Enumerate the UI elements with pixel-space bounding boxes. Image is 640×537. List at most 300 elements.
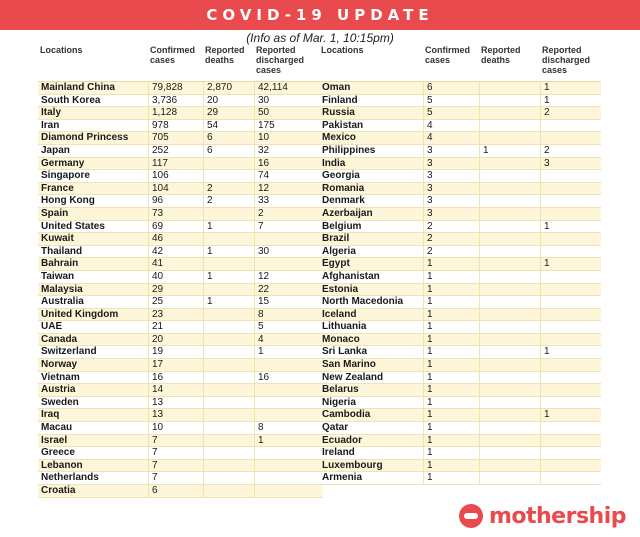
cell-confirmed: 7 xyxy=(148,447,203,459)
cell-confirmed: 1 xyxy=(423,422,479,434)
cell-location: Vietnam xyxy=(41,371,80,383)
cell-location: Switzerland xyxy=(41,346,97,358)
cell-deaths xyxy=(479,460,540,472)
cell-discharged: 1 xyxy=(540,258,601,270)
cell-deaths xyxy=(479,372,540,384)
table-row xyxy=(319,397,601,410)
cell-deaths xyxy=(203,334,254,346)
cell-location: Greece xyxy=(41,447,75,459)
cell-discharged xyxy=(540,208,601,220)
cell-discharged xyxy=(540,384,601,396)
cell-deaths xyxy=(479,208,540,220)
cell-discharged: 1 xyxy=(254,435,323,447)
cell-discharged: 32 xyxy=(254,145,323,157)
cell-location: France xyxy=(41,182,74,194)
cell-discharged xyxy=(540,195,601,207)
cell-location: Nigeria xyxy=(322,396,356,408)
table-body xyxy=(319,82,601,485)
cell-deaths xyxy=(479,170,540,182)
cell-location: United States xyxy=(41,220,105,232)
table-row xyxy=(38,447,323,460)
logo-text: mothership xyxy=(488,503,626,529)
cell-confirmed: 1 xyxy=(423,372,479,384)
cell-deaths xyxy=(203,158,254,170)
cell-confirmed: 13 xyxy=(148,409,203,421)
cell-discharged: 4 xyxy=(254,334,323,346)
cell-discharged xyxy=(540,447,601,459)
cell-discharged: 7 xyxy=(254,221,323,233)
cell-confirmed: 73 xyxy=(148,208,203,220)
cell-location: Mainland China xyxy=(41,82,115,93)
cell-discharged xyxy=(540,422,601,434)
cell-deaths xyxy=(203,435,254,447)
table-body xyxy=(38,82,323,498)
cell-deaths xyxy=(479,334,540,346)
cell-deaths xyxy=(203,472,254,484)
cell-discharged xyxy=(254,409,323,421)
cell-location: UAE xyxy=(41,321,63,333)
cell-confirmed: 106 xyxy=(148,170,203,182)
cell-confirmed: 3 xyxy=(423,195,479,207)
cell-discharged: 1 xyxy=(254,346,323,358)
cell-confirmed: 3 xyxy=(423,170,479,182)
cell-deaths xyxy=(479,271,540,283)
cell-discharged: 3 xyxy=(540,158,601,170)
cell-location: Lithuania xyxy=(322,321,367,333)
cell-deaths xyxy=(203,258,254,270)
cell-discharged xyxy=(254,447,323,459)
cell-deaths xyxy=(479,346,540,358)
cell-deaths xyxy=(479,409,540,421)
cell-deaths xyxy=(479,472,540,484)
table-row xyxy=(319,321,601,334)
table-row xyxy=(319,334,601,347)
table-row xyxy=(319,233,601,246)
cell-location: Qatar xyxy=(322,422,349,434)
cell-deaths xyxy=(479,132,540,144)
cell-confirmed: 117 xyxy=(148,158,203,170)
cell-confirmed: 1 xyxy=(423,472,479,484)
cell-location: India xyxy=(322,157,346,169)
cell-deaths xyxy=(479,321,540,333)
cell-location: Bahrain xyxy=(41,258,79,270)
cell-confirmed: 1 xyxy=(423,359,479,371)
cell-location: Japan xyxy=(41,144,70,156)
cell-confirmed: 19 xyxy=(148,346,203,358)
cell-discharged xyxy=(540,309,601,321)
table-row xyxy=(38,334,323,347)
cell-confirmed: 978 xyxy=(148,120,203,132)
cell-discharged: 1 xyxy=(540,221,601,233)
cell-confirmed: 16 xyxy=(148,372,203,384)
cell-location: Luxembourg xyxy=(322,459,383,471)
cell-discharged xyxy=(254,233,323,245)
table-row xyxy=(38,271,323,284)
table-row xyxy=(38,233,323,246)
cell-deaths xyxy=(203,422,254,434)
table-row xyxy=(319,107,601,120)
cell-discharged: 30 xyxy=(254,246,323,258)
cell-location: Diamond Princess xyxy=(41,132,129,144)
cell-deaths xyxy=(479,246,540,258)
cell-discharged: 1 xyxy=(540,95,601,107)
cell-location: Lebanon xyxy=(41,459,83,471)
header-locations: Locations xyxy=(40,45,83,55)
cell-confirmed: 3 xyxy=(423,145,479,157)
cell-confirmed: 10 xyxy=(148,422,203,434)
cell-discharged: 2 xyxy=(540,107,601,119)
cell-location: Hong Kong xyxy=(41,195,95,207)
cell-location: Iran xyxy=(41,119,60,131)
cell-location: Ecuador xyxy=(322,434,363,446)
cell-confirmed: 7 xyxy=(148,472,203,484)
cell-deaths xyxy=(203,384,254,396)
cell-confirmed: 1 xyxy=(423,321,479,333)
cell-confirmed: 13 xyxy=(148,397,203,409)
cell-deaths xyxy=(479,309,540,321)
cell-discharged: 16 xyxy=(254,372,323,384)
cell-deaths xyxy=(203,460,254,472)
cell-deaths: 1 xyxy=(479,145,540,157)
table-row xyxy=(319,183,601,196)
cell-confirmed: 46 xyxy=(148,233,203,245)
cell-location: Singapore xyxy=(41,170,90,182)
cell-location: Egypt xyxy=(322,258,350,270)
cell-discharged xyxy=(540,246,601,258)
cell-discharged: 175 xyxy=(254,120,323,132)
cell-deaths xyxy=(479,296,540,308)
table-row xyxy=(319,158,601,171)
cell-confirmed: 20 xyxy=(148,334,203,346)
table-row xyxy=(38,195,323,208)
cell-confirmed: 1 xyxy=(423,296,479,308)
cell-discharged xyxy=(540,334,601,346)
cell-discharged xyxy=(540,397,601,409)
table-row xyxy=(38,384,323,397)
cell-confirmed: 3 xyxy=(423,183,479,195)
cell-confirmed: 7 xyxy=(148,435,203,447)
table-row xyxy=(38,221,323,234)
cell-discharged xyxy=(254,359,323,371)
cell-deaths: 6 xyxy=(203,132,254,144)
table-row xyxy=(319,271,601,284)
cell-deaths: 54 xyxy=(203,120,254,132)
cell-location: Austria xyxy=(41,384,76,396)
cell-discharged: 15 xyxy=(254,296,323,308)
cell-confirmed: 4 xyxy=(423,120,479,132)
cell-confirmed: 1 xyxy=(423,384,479,396)
cell-confirmed: 1 xyxy=(423,309,479,321)
cell-confirmed: 1 xyxy=(423,447,479,459)
cell-discharged: 16 xyxy=(254,158,323,170)
table-row xyxy=(38,460,323,473)
cell-confirmed: 1 xyxy=(423,409,479,421)
cell-location: Romania xyxy=(322,182,365,194)
table-row xyxy=(319,296,601,309)
table-row xyxy=(319,208,601,221)
cell-location: San Marino xyxy=(322,359,376,371)
cell-deaths xyxy=(203,208,254,220)
table-row xyxy=(38,246,323,259)
cell-location: Estonia xyxy=(322,283,359,295)
cell-deaths xyxy=(479,183,540,195)
cases-table-right xyxy=(319,45,601,485)
cell-discharged xyxy=(254,485,323,497)
table-row xyxy=(319,170,601,183)
cell-discharged: 33 xyxy=(254,195,323,207)
cell-discharged: 1 xyxy=(540,409,601,421)
cell-location: Brazil xyxy=(322,233,350,245)
cell-deaths xyxy=(479,107,540,119)
cell-confirmed: 705 xyxy=(148,132,203,144)
cell-deaths: 29 xyxy=(203,107,254,119)
cell-discharged: 12 xyxy=(254,271,323,283)
cell-discharged: 74 xyxy=(254,170,323,182)
table-row xyxy=(319,95,601,108)
cell-discharged: 8 xyxy=(254,309,323,321)
cell-deaths: 1 xyxy=(203,271,254,283)
cell-confirmed: 2 xyxy=(423,246,479,258)
table-row xyxy=(319,372,601,385)
header-confirmed: Confirmed cases xyxy=(150,45,195,65)
header-deaths: Reported deaths xyxy=(205,45,245,65)
cell-confirmed: 3,736 xyxy=(148,95,203,107)
cell-location: Finland xyxy=(322,94,358,106)
cell-deaths xyxy=(479,120,540,132)
cell-discharged xyxy=(540,170,601,182)
cell-confirmed: 25 xyxy=(148,296,203,308)
cell-location: Germany xyxy=(41,157,85,169)
cell-location: South Korea xyxy=(41,94,101,106)
cell-confirmed: 5 xyxy=(423,107,479,119)
table-row xyxy=(38,472,323,485)
cell-deaths xyxy=(203,409,254,421)
table-row xyxy=(319,447,601,460)
table-row xyxy=(38,145,323,158)
table-row xyxy=(319,359,601,372)
page-title: COVID-19 UPDATE xyxy=(206,6,434,24)
cell-discharged xyxy=(540,435,601,447)
table-row xyxy=(38,158,323,171)
table-row xyxy=(38,258,323,271)
cell-discharged: 2 xyxy=(254,208,323,220)
cases-table-left xyxy=(38,45,323,498)
table-row xyxy=(38,284,323,297)
cell-discharged: 30 xyxy=(254,95,323,107)
cell-discharged: 50 xyxy=(254,107,323,119)
cell-deaths xyxy=(203,346,254,358)
cell-confirmed: 3 xyxy=(423,208,479,220)
header-discharged: Reported discharged cases xyxy=(542,45,591,75)
cell-discharged xyxy=(254,384,323,396)
cell-confirmed: 4 xyxy=(423,132,479,144)
table-row xyxy=(319,120,601,133)
table-row xyxy=(319,460,601,473)
cell-location: Monaco xyxy=(322,333,360,345)
cell-discharged xyxy=(254,472,323,484)
cell-location: Ireland xyxy=(322,447,355,459)
cell-discharged xyxy=(540,472,601,484)
table-row xyxy=(38,321,323,334)
cell-discharged xyxy=(254,397,323,409)
table-row xyxy=(38,309,323,322)
cell-deaths xyxy=(203,170,254,182)
cell-confirmed: 69 xyxy=(148,221,203,233)
cell-deaths xyxy=(479,359,540,371)
table-row xyxy=(38,183,323,196)
cell-location: Denmark xyxy=(322,195,365,207)
cell-discharged xyxy=(540,132,601,144)
cell-location: Azerbaijan xyxy=(322,207,373,219)
cell-discharged: 1 xyxy=(540,346,601,358)
cell-discharged xyxy=(540,296,601,308)
table-row xyxy=(38,346,323,359)
cell-location: Kuwait xyxy=(41,233,74,245)
table-row xyxy=(38,132,323,145)
cell-confirmed: 21 xyxy=(148,321,203,333)
cell-deaths xyxy=(479,233,540,245)
cell-location: Mexico xyxy=(322,132,356,144)
table-row xyxy=(319,284,601,297)
table-row xyxy=(38,208,323,221)
cell-deaths: 1 xyxy=(203,246,254,258)
cell-discharged: 5 xyxy=(254,321,323,333)
cell-deaths xyxy=(479,422,540,434)
cell-deaths: 6 xyxy=(203,145,254,157)
cell-location: Philippines xyxy=(322,144,376,156)
table-row xyxy=(38,485,323,498)
cell-discharged xyxy=(540,460,601,472)
cell-confirmed: 17 xyxy=(148,359,203,371)
table-row xyxy=(38,95,323,108)
cell-discharged: 22 xyxy=(254,284,323,296)
table-row xyxy=(319,246,601,259)
cell-confirmed: 1 xyxy=(423,346,479,358)
cell-location: Sri Lanka xyxy=(322,346,368,358)
table-row xyxy=(319,409,601,422)
cell-deaths xyxy=(203,447,254,459)
table-row xyxy=(38,296,323,309)
cell-location: Canada xyxy=(41,333,78,345)
cell-location: United Kingdom xyxy=(41,308,119,320)
table-row xyxy=(319,195,601,208)
title-banner xyxy=(0,0,640,30)
cell-location: Italy xyxy=(41,107,62,119)
cell-discharged xyxy=(540,284,601,296)
cell-location: Taiwan xyxy=(41,270,75,282)
cell-location: Israel xyxy=(41,434,68,446)
cell-discharged xyxy=(540,359,601,371)
cell-deaths xyxy=(479,158,540,170)
cell-deaths xyxy=(479,447,540,459)
cell-deaths xyxy=(203,321,254,333)
cell-confirmed: 29 xyxy=(148,284,203,296)
cell-confirmed: 41 xyxy=(148,258,203,270)
cell-confirmed: 6 xyxy=(423,82,479,94)
cell-confirmed: 104 xyxy=(148,183,203,195)
cell-confirmed: 2 xyxy=(423,221,479,233)
table-row xyxy=(319,145,601,158)
cell-location: Russia xyxy=(322,107,355,119)
table-row xyxy=(319,384,601,397)
cell-confirmed: 5 xyxy=(423,95,479,107)
cell-confirmed: 23 xyxy=(148,309,203,321)
cell-location: Afghanistan xyxy=(322,270,380,282)
cell-discharged: 8 xyxy=(254,422,323,434)
table-row xyxy=(319,309,601,322)
table-row xyxy=(38,435,323,448)
cell-location: Algeria xyxy=(322,245,356,257)
cell-discharged: 10 xyxy=(254,132,323,144)
cell-location: Oman xyxy=(322,82,351,93)
cell-deaths: 1 xyxy=(203,296,254,308)
cell-confirmed: 1 xyxy=(423,435,479,447)
cell-deaths xyxy=(203,309,254,321)
cell-confirmed: 1 xyxy=(423,460,479,472)
cell-discharged xyxy=(540,120,601,132)
info-date: (Info as of Mar. 1, 10:15pm) xyxy=(246,31,394,45)
cell-deaths xyxy=(479,284,540,296)
cell-location: Thailand xyxy=(41,245,83,257)
table-row xyxy=(319,258,601,271)
cell-discharged xyxy=(540,321,601,333)
cell-deaths xyxy=(479,221,540,233)
table-row xyxy=(38,397,323,410)
cell-discharged xyxy=(254,460,323,472)
cell-location: Netherlands xyxy=(41,472,99,484)
cell-location: Macau xyxy=(41,422,73,434)
cell-location: Malaysia xyxy=(41,283,83,295)
cell-confirmed: 252 xyxy=(148,145,203,157)
cell-location: New Zealand xyxy=(322,371,384,383)
cell-deaths xyxy=(479,397,540,409)
header-confirmed: Confirmed cases xyxy=(425,45,470,65)
table-row xyxy=(38,82,323,95)
cell-confirmed: 14 xyxy=(148,384,203,396)
cell-confirmed: 96 xyxy=(148,195,203,207)
cell-deaths: 2 xyxy=(203,195,254,207)
cell-deaths: 2 xyxy=(203,183,254,195)
cell-location: Australia xyxy=(41,296,84,308)
cell-location: Croatia xyxy=(41,485,76,496)
cell-deaths xyxy=(479,95,540,107)
cell-deaths xyxy=(203,397,254,409)
cell-deaths xyxy=(203,359,254,371)
cell-deaths xyxy=(203,485,254,497)
table-row xyxy=(38,372,323,385)
cell-location: Belarus xyxy=(322,384,359,396)
cell-deaths xyxy=(479,195,540,207)
cell-confirmed: 7 xyxy=(148,460,203,472)
table-row xyxy=(319,132,601,145)
cell-deaths xyxy=(479,384,540,396)
mothership-logo xyxy=(459,502,626,530)
cell-deaths: 20 xyxy=(203,95,254,107)
cell-confirmed: 40 xyxy=(148,271,203,283)
cell-location: North Macedonia xyxy=(322,296,404,308)
cell-deaths: 2,870 xyxy=(203,82,254,94)
cell-location: Georgia xyxy=(322,170,360,182)
cell-location: Cambodia xyxy=(322,409,371,421)
cell-discharged xyxy=(540,372,601,384)
table-header xyxy=(38,45,323,82)
cell-discharged xyxy=(540,233,601,245)
cell-deaths xyxy=(479,82,540,94)
cell-discharged xyxy=(540,183,601,195)
cell-confirmed: 42 xyxy=(148,246,203,258)
cell-location: Spain xyxy=(41,207,69,219)
table-row xyxy=(38,359,323,372)
